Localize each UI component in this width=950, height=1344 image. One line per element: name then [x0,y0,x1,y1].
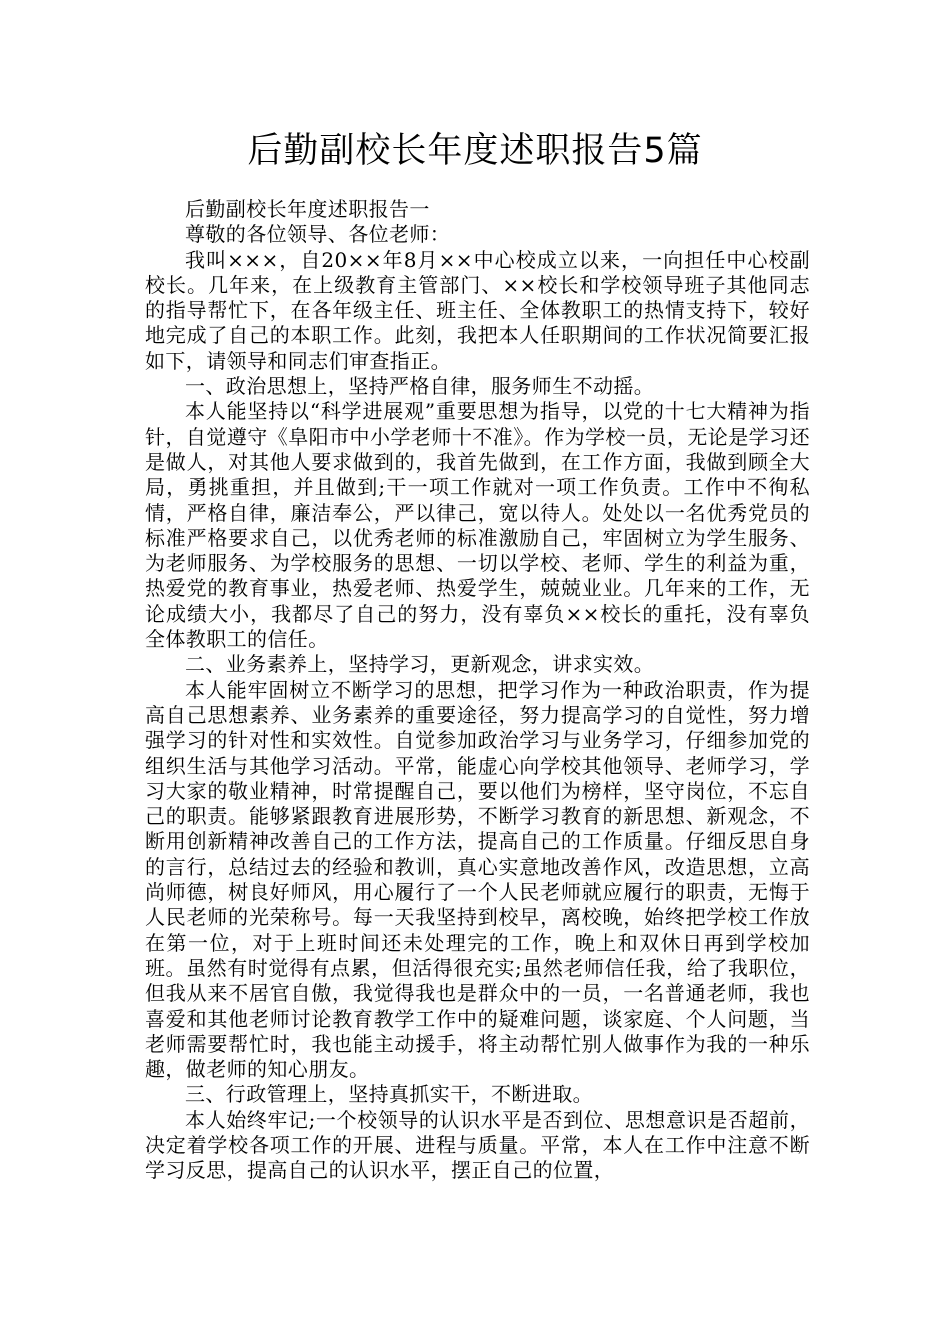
paragraph-section-3: 本人始终牢记;一个校领导的认识水平是否到位、思想意识是否超前，决定着学校各项工作的开展、进程与质量。平常，本人在工作中注意不断学习反思，提高自己的认识水平，摆正自己的位置， [145,1107,810,1183]
section-heading-3: 三、行政管理上，坚持真抓实干，不断进取。 [185,1082,593,1107]
report-heading: 后勤副校长年度述职报告一 [185,197,430,221]
document-title: 后勤副校长年度述职报告5篇 [247,131,703,171]
section-heading-2: 二、业务素养上，坚持学习，更新观念，讲求实效。 [185,652,655,677]
paragraph-section-1: 本人能坚持以“科学进展观”重要思想为指导，以党的十七大精神为指针，自觉遵守《阜阳市中小学老师十不准》。作为学校一员，无论是学习还是做人，对其他人要求做到的，我首先做到，在工作方面，我做到顾全大局，勇挑重担，并且做到;干一项工作就对一项工作负责。工作中不徇私情，严格自律，廉洁奉公，严以律己，宽以待人。处处以一名优秀党员的标准严格要求自己，以优秀老师的标准激励自己，牢固树立为学生服务、为老师服务、为学校服务的思想、一切以学校、老师、学生的利益为重，热爱党的教育事业，热爱老师、热爱学生，兢兢业业。几年来的工作，无论成绩大小，我都尽了自己的努力，没有辜负××校长的重托，没有辜负全体教职工的信任。 [145,399,810,652]
paragraph-section-2: 本人能牢固树立不断学习的思想，把学习作为一种政治职责，作为提高自己思想素养、业务素养的重要途径，努力提高学习的自觉性，努力增强学习的针对性和实效性。自觉参加政治学习与业务学习，仔细参加党的组织生活与其他学习活动。平常，能虚心向学校其他领导、老师学习，学习大家的敬业精神，时常提醒自己，要以他们为榜样，坚守岗位，不忘自己的职责。能够紧跟教育进展形势，不断学习教育的新思想、新观念，不断用创新精神改善自己的工作方法，提高自己的工作质量。仔细反思自身的言行，总结过去的经验和教训，真心实意地改善作风，改造思想，立高尚师德，树良好师风，用心履行了一个人民老师就应履行的职责，无悔于人民老师的光荣称号。每一天我坚持到校早，离校晚，始终把学校工作放在第一位，对于上班时间还未处理完的工作，晚上和双休日再到学校加班。虽然有时觉得有点累，但活得很充实;虽然老师信任我，给了我职位，但我从来不居官自傲，我觉得我也是群众中的一员，一名普通老师，我也喜爱和其他老师讨论教育教学工作中的疑难问题，谈家庭、个人问题，当老师需要帮忙时，我也能主动援手，将主动帮忙别人做事作为我的一种乐趣，做老师的知心朋友。 [145,677,810,1082]
document-body [145,197,810,1184]
paragraph-intro: 我叫×××，自20××年8月××中心校成立以来，一向担任中心校副校长。几年来，在上级教育主管部门、××校长和学校领导班子其他同志的指导帮忙下，在各年级主任、班主任、全体教职工的热情支持下，较好地完成了自己的本职工作。此刻，我把本人任职期间的工作状况简要汇报如下，请领导和同志们审查指正。 [145,247,810,373]
salutation: 尊敬的各位领导、各位老师： [185,222,451,247]
section-heading-1: 一、政治思想上，坚持严格自律，服务师生不动摇。 [185,374,655,399]
